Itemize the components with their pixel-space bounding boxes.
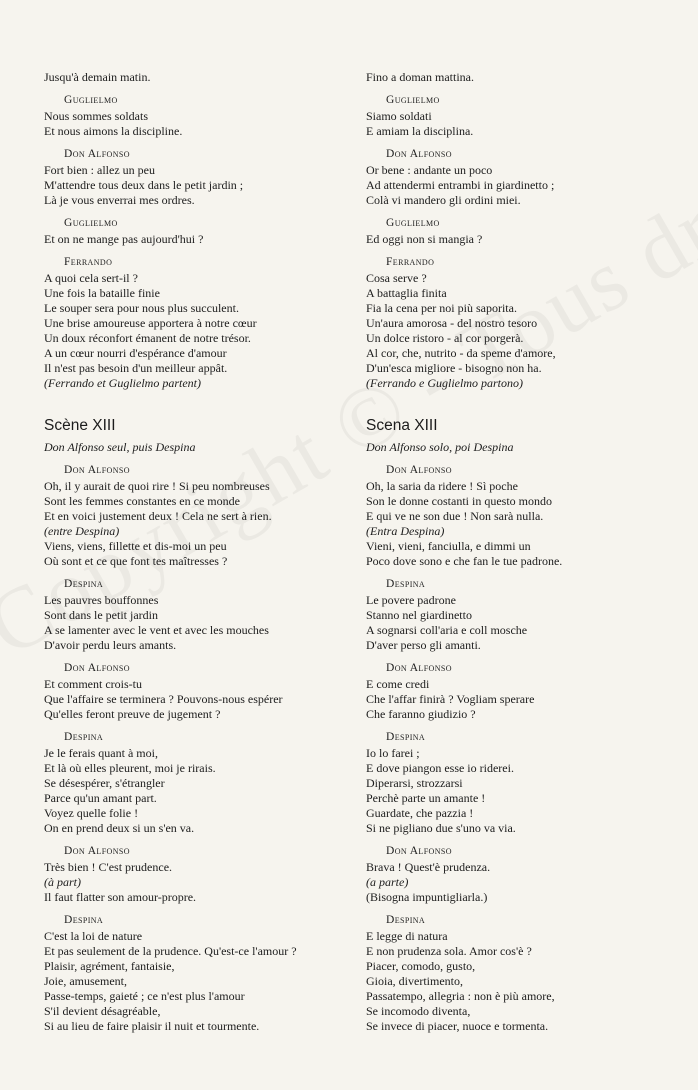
verse-line: Voyez quelle folie ! — [44, 806, 139, 820]
speaker-name: Guglielmo — [64, 94, 118, 106]
verse-line: Fort bien : allez un peu — [44, 163, 155, 177]
stage-direction: (Ferrando et Guglielmo partent) — [44, 376, 201, 390]
speaker-name: Despina — [386, 731, 426, 743]
verse-line: Il faut flatter son amour-propre. — [44, 890, 197, 904]
dialogue-block — [366, 93, 686, 139]
dialogue-block — [366, 216, 686, 247]
verse-line: Et pas seulement de la prudence. Qu'est-ce l'amour ? — [44, 944, 297, 958]
verse-line: Ed oggi non si mangia ? — [366, 232, 483, 246]
verse-line: Si ne pigliano due s'uno va via. — [366, 821, 516, 835]
verse-line: Fino a doman mattina. — [366, 70, 474, 84]
verse-line: A quoi cela sert-il ? — [44, 271, 138, 285]
verse-line: D'aver perso gli amanti. — [366, 638, 481, 652]
speaker-name: Don Alfonso — [64, 148, 130, 160]
verse-line: Et comment crois-tu — [44, 677, 142, 691]
verse-line: Se invece di piacer, nuoce e tormenta. — [366, 1019, 549, 1033]
verse-line: Une fois la bataille finie — [44, 286, 160, 300]
verse-line: S'il devient désagréable, — [44, 1004, 161, 1018]
verse-line: (Bisogna impuntigliarla.) — [366, 890, 488, 904]
verse-line: On en prend deux si un s'en va. — [44, 821, 195, 835]
speaker-name: Despina — [64, 914, 104, 926]
dialogue-block — [44, 216, 364, 247]
dialogue-block — [366, 661, 686, 722]
speaker-name: Guglielmo — [64, 217, 118, 229]
speaker-name: Don Alfonso — [386, 148, 452, 160]
verse-line: Son le donne costanti in questo mondo — [366, 494, 552, 508]
dialogue-block — [44, 463, 364, 569]
verse-line: Oh, la saria da ridere ! Sì poche — [366, 479, 518, 493]
verse-line: Diperarsi, strozzarsi — [366, 776, 463, 790]
dialogue-block — [44, 93, 364, 139]
dialogue-block — [366, 70, 686, 85]
verse-line: C'est la loi de nature — [44, 929, 143, 943]
verse-line: D'avoir perdu leurs amants. — [44, 638, 177, 652]
verse-line: Colà vi mandero gli ordini miei. — [366, 193, 521, 207]
speaker-name: Don Alfonso — [386, 464, 452, 476]
verse-line: E qui ve ne son due ! Non sarà nulla. — [366, 509, 544, 523]
verse-line: Che l'affar finirà ? Vogliam sperare — [366, 692, 535, 706]
verse-line: Une brise amoureuse apportera à notre cœur — [44, 316, 257, 330]
verse-line: Parce qu'un amant part. — [44, 791, 157, 805]
dialogue-block — [44, 661, 364, 722]
scene-stage-direction: Don Alfonso seul, puis Despina — [44, 440, 196, 454]
verse-line: Un'aura amorosa - del nostro tesoro — [366, 316, 538, 330]
verse-line: A sognarsi coll'aria e coll mosche — [366, 623, 528, 637]
verse-line: Le souper sera pour nous plus succulent. — [44, 301, 239, 315]
verse-line: Cosa serve ? — [366, 271, 427, 285]
verse-line: Si au lieu de faire plaisir il nuit et tourmente. — [44, 1019, 260, 1033]
verse-line: Piacer, comodo, gusto, — [366, 959, 476, 973]
verse-line: Passatempo, allegria : non è più amore, — [366, 989, 555, 1003]
dialogue-block — [44, 255, 364, 391]
verse-line: Le povere padrone — [366, 593, 456, 607]
speaker-name: Don Alfonso — [64, 845, 130, 857]
verse-line: Les pauvres bouffonnes — [44, 593, 159, 607]
verse-line: Perchè parte un amante ! — [366, 791, 486, 805]
french-column — [44, 70, 364, 1042]
dialogue-block — [366, 730, 686, 836]
verse-line: D'un'esca migliore - bisogno non ha. — [366, 361, 542, 375]
verse-line: E legge di natura — [366, 929, 448, 943]
speaker-name: Despina — [386, 578, 426, 590]
stage-direction: (à part) — [44, 875, 81, 889]
verse-line: Che faranno giudizio ? — [366, 707, 476, 721]
speaker-name: Guglielmo — [386, 94, 440, 106]
verse-line: Un dolce ristoro - al cor porgerà. — [366, 331, 524, 345]
verse-line: Et on ne mange pas aujourd'hui ? — [44, 232, 204, 246]
verse-line: Se désespérer, s'étrangler — [44, 776, 165, 790]
verse-line: Guardate, che pazzia ! — [366, 806, 474, 820]
stage-direction: (Ferrando e Guglielmo partono) — [366, 376, 523, 390]
verse-line: Io lo farei ; — [366, 746, 420, 760]
verse-line: A battaglia finita — [366, 286, 447, 300]
verse-line: A un cœur nourri d'espérance d'amour — [44, 346, 227, 360]
speaker-name: Despina — [64, 731, 104, 743]
dialogue-block — [44, 577, 364, 653]
speaker-name: Don Alfonso — [386, 845, 452, 857]
stage-direction: (a parte) — [366, 875, 409, 889]
verse-line: Sont dans le petit jardin — [44, 608, 158, 622]
speaker-name: Ferrando — [64, 256, 113, 268]
verse-line: Nous sommes soldats — [44, 109, 149, 123]
verse-line: Sont les femmes constantes en ce monde — [44, 494, 240, 508]
dialogue-block — [366, 577, 686, 653]
verse-line: Jusqu'à demain matin. — [44, 70, 151, 84]
verse-line: E non prudenza sola. Amor cos'è ? — [366, 944, 532, 958]
speaker-name: Despina — [386, 914, 426, 926]
verse-line: Un doux réconfort émanent de notre trésor. — [44, 331, 251, 345]
verse-line: Viens, viens, fillette et dis-moi un peu — [44, 539, 227, 553]
verse-line: E amiam la disciplina. — [366, 124, 474, 138]
scene-stage-direction: Don Alfonso solo, poi Despina — [366, 440, 514, 454]
verse-line: Et en voici justement deux ! Cela ne sert à rien. — [44, 509, 272, 523]
verse-line: Très bien ! C'est prudence. — [44, 860, 173, 874]
verse-line: M'attendre tous deux dans le petit jardin ; — [44, 178, 244, 192]
verse-line: E dove piangon esse io riderei. — [366, 761, 514, 775]
stage-direction: (entre Despina) — [44, 524, 120, 538]
dialogue-block — [44, 844, 364, 905]
verse-line: Poco dove sono e che fan le tue padrone. — [366, 554, 563, 568]
verse-line: Je le ferais quant à moi, — [44, 746, 158, 760]
scene-title: Scène XIII — [44, 417, 116, 434]
verse-line: Brava ! Quest'è prudenza. — [366, 860, 491, 874]
speaker-name: Guglielmo — [386, 217, 440, 229]
speaker-name: Don Alfonso — [386, 662, 452, 674]
verse-line: A se lamenter avec le vent et avec les mouches — [44, 623, 269, 637]
verse-line: Siamo soldati — [366, 109, 432, 123]
dialogue-block — [366, 147, 686, 208]
verse-line: Gioia, divertimento, — [366, 974, 463, 988]
speaker-name: Don Alfonso — [64, 662, 130, 674]
scene-title: Scena XIII — [366, 417, 438, 434]
verse-line: Fia la cena per noi più saporita. — [366, 301, 517, 315]
dialogue-block — [366, 913, 686, 1034]
verse-line: Que l'affaire se terminera ? Pouvons-nous espérer — [44, 692, 283, 706]
verse-line: Al cor, che, nutrito - da speme d'amore, — [366, 346, 556, 360]
dialogue-block — [366, 255, 686, 391]
speaker-name: Despina — [64, 578, 104, 590]
verse-line: Qu'elles feront preuve de jugement ? — [44, 707, 221, 721]
verse-line: Joie, amusement, — [44, 974, 127, 988]
verse-line: Où sont et ce que font tes maîtresses ? — [44, 554, 228, 568]
stage-direction: (Entra Despina) — [366, 524, 445, 538]
verse-line: Oh, il y aurait de quoi rire ! Si peu nombreuses — [44, 479, 270, 493]
verse-line: Et là où elles pleurent, moi je rirais. — [44, 761, 216, 775]
verse-line: Là je vous enverrai mes ordres. — [44, 193, 195, 207]
verse-line: Stanno nel giardinetto — [366, 608, 472, 622]
verse-line: Plaisir, agrément, fantaisie, — [44, 959, 175, 973]
verse-line: Or bene : andante un poco — [366, 163, 493, 177]
dialogue-block — [366, 844, 686, 905]
dialogue-block — [44, 70, 364, 85]
dialogue-block — [44, 147, 364, 208]
dialogue-block — [44, 730, 364, 836]
dialogue-block — [366, 463, 686, 569]
verse-line: Passe-temps, gaieté ; ce n'est plus l'amour — [44, 989, 245, 1003]
verse-line: Vieni, vieni, fanciulla, e dimmi un — [366, 539, 531, 553]
speaker-name: Ferrando — [386, 256, 435, 268]
speaker-name: Don Alfonso — [64, 464, 130, 476]
verse-line: Se incomodo diventa, — [366, 1004, 471, 1018]
verse-line: Ad attendermi entrambi in giardinetto ; — [366, 178, 555, 192]
italian-column — [366, 70, 686, 1042]
dialogue-block — [44, 913, 364, 1034]
verse-line: Il n'est pas besoin d'un meilleur appât. — [44, 361, 228, 375]
verse-line: E come credi — [366, 677, 430, 691]
verse-line: Et nous aimons la discipline. — [44, 124, 183, 138]
